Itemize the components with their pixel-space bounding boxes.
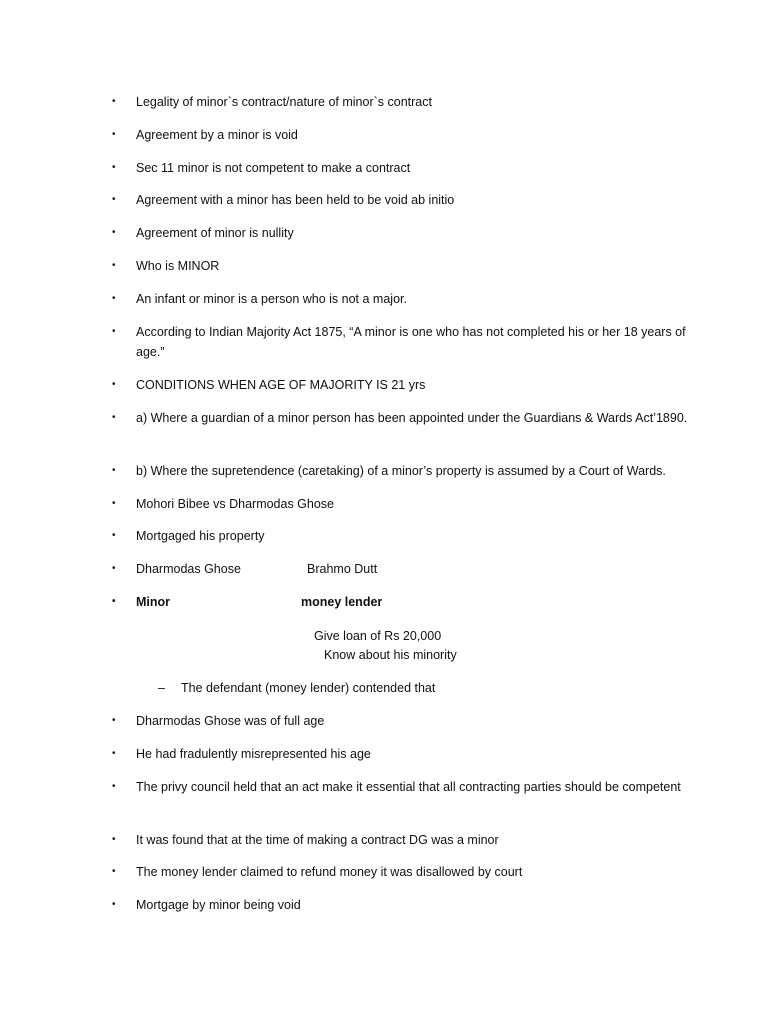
- bullet: •: [112, 227, 116, 238]
- list-item-text: Agreement by a minor is void: [136, 128, 298, 142]
- list-item-text: Legality of minor`s contract/nature of minor`s contract: [136, 95, 432, 109]
- bullet: •: [112, 715, 116, 726]
- list-item-text: a) Where a guardian of a minor person has been appointed under the Guardians & Wards Act’1890.: [136, 411, 688, 425]
- bullet: •: [112, 866, 116, 877]
- list-item-text: Who is MINOR: [136, 259, 220, 273]
- bullet: •: [112, 379, 116, 390]
- list-item-text: CONDITIONS WHEN AGE OF MAJORITY IS 21 yrs: [136, 378, 426, 392]
- role-right: money lender: [301, 595, 383, 609]
- bullet: •: [112, 498, 116, 509]
- minority-text: Know about his minority: [324, 648, 457, 662]
- list-item-text: An infant or minor is a person who is not a major.: [136, 292, 407, 306]
- list-item-text: Mortgage by minor being void: [136, 898, 301, 912]
- bullet: •: [112, 899, 116, 910]
- bullet: •: [112, 530, 116, 541]
- bullet: •: [112, 596, 116, 607]
- bullet: •: [112, 781, 116, 792]
- dash: –: [158, 681, 165, 695]
- list-item-text: The money lender claimed to refund money it was disallowed by court: [136, 865, 523, 879]
- sub-list-item-text: The defendant (money lender) contended that: [181, 681, 436, 695]
- loan-text: Give loan of Rs 20,000: [314, 629, 442, 643]
- bullet: •: [112, 834, 116, 845]
- list-item-text: Agreement with a minor has been held to be void ab initio: [136, 193, 455, 207]
- bullet: •: [112, 465, 116, 476]
- list-item-text: Sec 11 minor is not competent to make a contract: [136, 161, 411, 175]
- party-right: Brahmo Dutt: [307, 562, 378, 576]
- list-item-text: He had fradulently misrepresented his age: [136, 747, 371, 761]
- bullet: •: [112, 748, 116, 759]
- list-item-text: The privy council held that an act make it essential that all contracting parties should be competent: [136, 780, 681, 794]
- party-left: Dharmodas Ghose: [136, 562, 241, 576]
- list-item-text: Mohori Bibee vs Dharmodas Ghose: [136, 497, 335, 511]
- bullet: •: [112, 412, 116, 423]
- bullet: •: [112, 129, 116, 140]
- list-item-text: According to Indian Majority Act 1875, “A minor is one who has not completed his or her 18 years of age.”: [136, 325, 686, 359]
- bullet: •: [112, 96, 116, 107]
- bullet: •: [112, 260, 116, 271]
- bullet: •: [112, 162, 116, 173]
- bullet: •: [112, 194, 116, 205]
- bullet: •: [112, 293, 116, 304]
- list-item-text: It was found that at the time of making a contract DG was a minor: [136, 833, 499, 847]
- role-left: Minor: [136, 595, 171, 609]
- list-item-text: b) Where the supretendence (caretaking) of a minor’s property is assumed by a Court of Wards.: [136, 464, 666, 478]
- list-item-text: Agreement of minor is nullity: [136, 226, 294, 240]
- bullet: •: [112, 326, 116, 337]
- list-item-text: Mortgaged his property: [136, 529, 265, 543]
- list-item-text: Dharmodas Ghose was of full age: [136, 714, 325, 728]
- bullet: •: [112, 563, 116, 574]
